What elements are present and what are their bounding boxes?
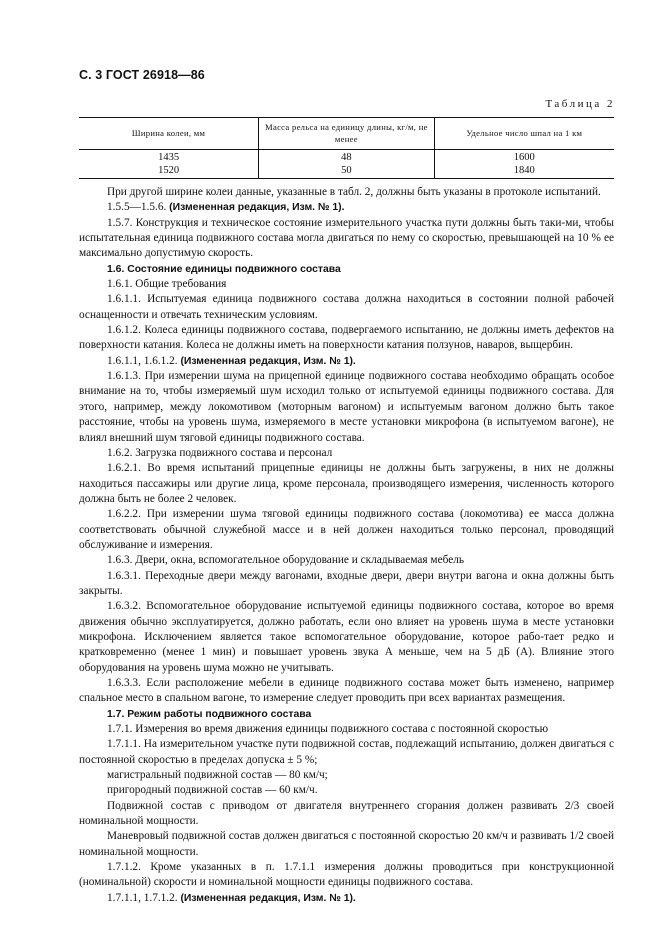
- paragraph-text: При другой ширине колеи данные, указанные в табл. 2, должны быть указаны в протоколе испытаний.: [107, 186, 601, 198]
- paragraph-text: 1.6.1.1. Испытуемая единица подвижного состава должна находиться в состоянии полной рабочей оснащенности и отвечать техническим условиям.: [79, 293, 614, 321]
- paragraph-number: 1.7.1.1, 1.7.1.2.: [107, 891, 181, 904]
- table-header-row: [79, 118, 614, 150]
- bold-text: (Измененная редакция, Изм. № 1).: [180, 892, 356, 904]
- paragraph-text: 1.6.3. Двери, окна, вспомогательное оборудование и складываемая мебель: [107, 554, 464, 567]
- table-header-cell: Удельное число шпал на 1 км: [434, 118, 614, 150]
- paragraph: [79, 599, 614, 676]
- paragraph-number: 1.5.5—1.5.6.: [107, 201, 170, 214]
- table-cell: 48: [259, 150, 434, 165]
- paragraph-text: 1.6.1. Общие требования: [107, 278, 227, 291]
- paragraph: [79, 799, 614, 830]
- paragraph-text: 1.6.1.2. Колеса единицы подвижного состава, подвергаемого испытанию, не должны иметь дефектов на поверхности катания. Колеса не должны иметь на поверхности катания ползунов, наваров, выщербин.: [79, 324, 614, 352]
- paragraph-text: 1.5.7. Конструкция и техническое состояние измерительного участка пути должны быть таки-ми, чтобы испытательная единица подвижного состава могла двигаться по нему со скоростью, превышающей на 10 % ее максимально допустимую скорость.: [79, 216, 614, 260]
- paragraph: [79, 829, 614, 860]
- paragraph: [79, 200, 614, 215]
- paragraph: [79, 553, 614, 568]
- paragraph: [79, 354, 614, 369]
- paragraph-text: магистральный подвижной состав — 80 км/ч;: [107, 769, 328, 782]
- paragraph-text: Маневровый подвижной состав должен двигаться с постоянной скоростью 20 км/ч и развивать 1/2 своей номинальной мощности.: [79, 830, 614, 858]
- paragraph: [79, 569, 614, 600]
- paragraph-text: 1.6.2. Загрузка подвижного состава и персонал: [107, 446, 333, 459]
- paragraph-text: 1.7.1. Измерения во время движения единицы подвижного состава с постоянной скоростью: [107, 723, 549, 736]
- paragraph-number: 1.6.1.1, 1.6.1.2.: [107, 354, 181, 367]
- paragraph: [79, 707, 614, 722]
- paragraph: [79, 216, 614, 262]
- paragraph: [79, 461, 614, 507]
- paragraph: [79, 185, 614, 200]
- paragraph-text: 1.6.2.1. Во время испытаний прицепные единицы не должны быть загружены, в них не должны находиться пассажиры или другие лица, кроме персонала, производящего измерения, численность которого должна быть не более 2 человек.: [79, 462, 614, 505]
- bold-text: 1.6. Состояние единицы подвижного состава: [107, 263, 341, 275]
- table-row: [79, 165, 614, 179]
- paragraph-text: 1.6.2.2. При измерении шума тяговой единицы подвижного состава (локомотива) ее масса должна соответствовать обычной служебной массе и в ней должен находиться только персонал, проводящий обслуживание и измерения.: [79, 508, 614, 551]
- paragraph-text: 1.7.1.1. На измерительном участке пути подвижной состав, подлежащий испытанию, должен двигаться с постоянной скоростью в пределах допуска ± 5 %;: [79, 738, 614, 766]
- table-cell: 1520: [79, 165, 259, 179]
- paragraph: [79, 891, 614, 906]
- bold-text: (Измененная редакция, Изм. № 1).: [180, 355, 356, 367]
- document-body: [79, 185, 614, 906]
- paragraph: [79, 369, 614, 446]
- paragraph-text: 1.6.3.1. Переходные двери между вагонами, входные двери, двери внутри вагона и окна должны быть закрыты.: [79, 569, 614, 597]
- paragraph: [79, 737, 614, 768]
- table-cell: 1840: [434, 165, 614, 179]
- table-header-cell: Ширина колеи, мм: [79, 118, 259, 150]
- paragraph: [79, 722, 614, 737]
- paragraph-text: пригородный подвижной состав — 60 км/ч.: [107, 784, 318, 797]
- table-header-cell: Масса рельса на единицу длины, кг/м, не менее: [259, 118, 434, 150]
- table-cell: 1600: [434, 150, 614, 165]
- table-cell: 1435: [158, 152, 180, 163]
- table-caption: Таблица 2: [545, 98, 615, 110]
- bold-text: (Измененная редакция, Изм. № 1).: [169, 202, 345, 214]
- table-row: [79, 150, 614, 165]
- paragraph-text: 1.6.3.3. Если расположение мебели в единице подвижного состава может быть изменено, например спальное место в спальном вагоне, то измерение следует проводить при всех вариантах размещения.: [79, 677, 614, 705]
- paragraph-text: Подвижной состав с приводом от двигателя внутреннего сгорания должен развивать 2/3 своей номинальной мощности.: [79, 799, 614, 828]
- paragraph-text: 1.6.3.2. Вспомогательное оборудование испытуемой единицы подвижного состава, которое во время движения обычно эксплуатируется, должно работать, если оно влияет на уровень шума в месте установки микрофона. Исключением является такое вспомогательное оборудование, которое рабо-тает редко и кратковременно (менее 1 мин) и повышает уровень звука A меньше, чем на 5 дБ (A). Влияние этого оборудования на уровень шума можно не учитывать.: [79, 600, 614, 674]
- paragraph: [79, 860, 614, 891]
- paragraph-text: 1.6.1.3. При измерении шума на прицепной единице подвижного состава необходимо обращать особое внимание на то, чтобы измеряемый шум исходил только от испытуемой единицы подвижного состава. Для этого, например, между локомотивом (моторным вагоном) и испытуемым вагоном должно быть такое расстояние, чтобы на уровень шума, измеряемого в месте установки микрофона (в испытуемом вагоне), не влиял внешний шум тяговой единицы подвижного состава.: [79, 370, 614, 444]
- paragraph: [79, 323, 614, 354]
- paragraph: [79, 277, 614, 292]
- paragraph-text: 1.7.1.2. Кроме указанных в п. 1.7.1.1 измерения должны проводиться при конструкционной (номинальной) скорости и номинальной мощности единицы подвижного состава.: [79, 861, 614, 889]
- paragraph: [79, 783, 614, 798]
- paragraph: [79, 292, 614, 323]
- paragraph: [79, 446, 614, 461]
- table-cell: 50: [259, 165, 434, 179]
- paragraph: [79, 768, 614, 783]
- paragraph: [79, 676, 614, 707]
- bold-text: 1.7. Режим работы подвижного состава: [107, 708, 312, 720]
- page-header: С. 3 ГОСТ 26918—86: [79, 68, 205, 82]
- track-parameters-table: [79, 117, 614, 179]
- paragraph: [79, 262, 614, 277]
- paragraph: [79, 507, 614, 553]
